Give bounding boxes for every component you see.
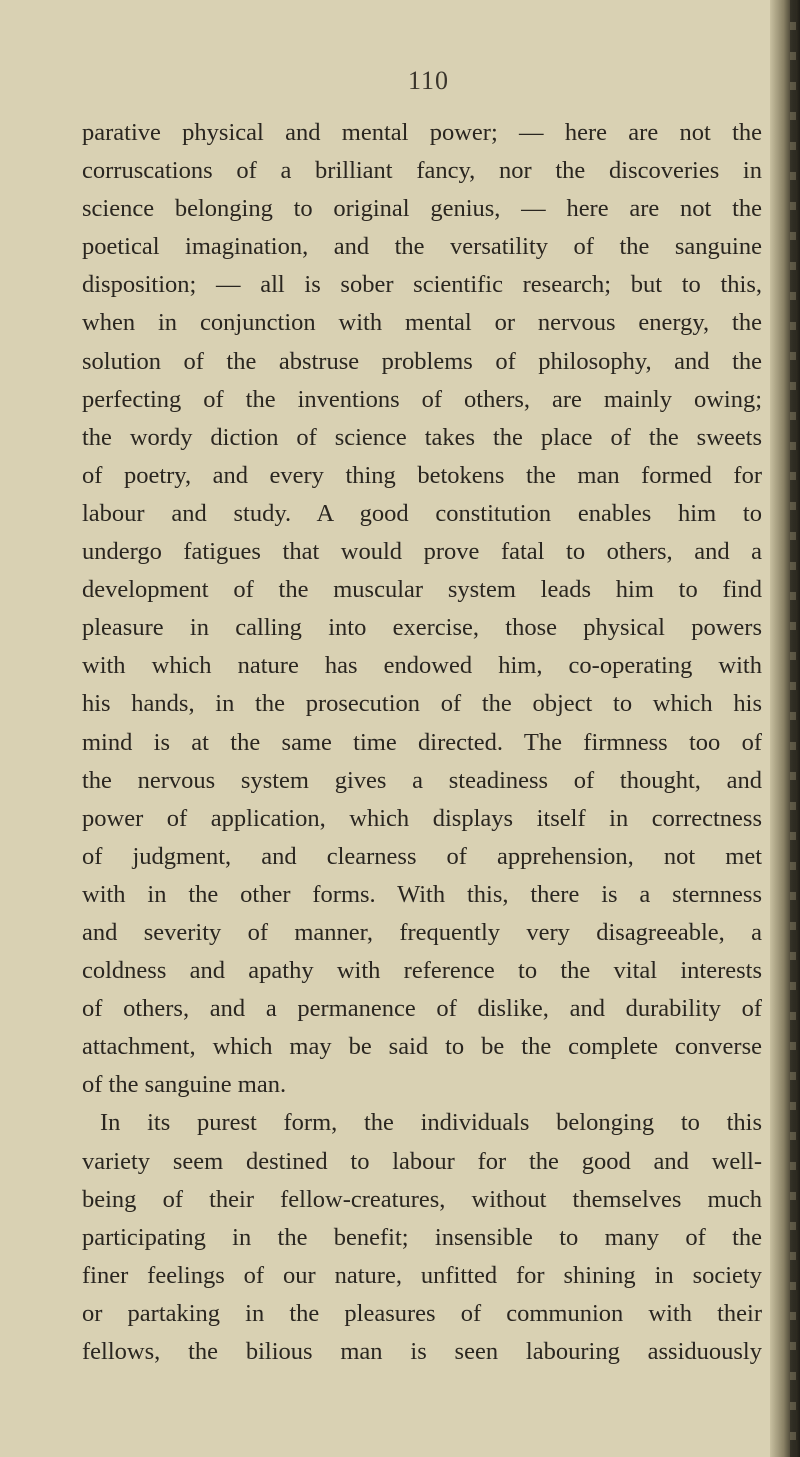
text-line: participating in the benefit; insensible to many of the [82,1223,762,1251]
text-line: with in the other forms. With this, there is a sternness [82,880,762,908]
text-line: variety seem destined to labour for the good and well- [82,1147,762,1175]
text-line: poetical imagination, and the versatility of the sanguine [82,233,762,261]
paragraph-end-line: of the sanguine man. [82,1071,287,1099]
text-line: mind is at the same time directed. The firmness too of [82,728,762,756]
text-line: the nervous system gives a steadiness of thought, and [82,766,762,794]
text-line: labour and study. A good constitution enables him to [82,499,762,527]
text-line: disposition; — all is sober scientific research; but to this, [82,271,762,299]
text-line: attachment, which may be said to be the complete converse [82,1033,762,1061]
text-line: fellows, the bilious man is seen labouring assiduously [82,1338,762,1365]
text-line: being of their fellow-creatures, without themselves much [82,1185,762,1213]
text-line: of others, and a permanence of dislike, and durability of [82,995,762,1023]
text-line: coldness and apathy with reference to the vital interests [82,957,762,985]
text-line: the wordy diction of science takes the place of the sweets [82,423,762,451]
body-text [82,114,762,1371]
text-line: corruscations of a brilliant fancy, nor the discoveries in [82,157,762,185]
text-line: development of the muscular system leads him to find [82,576,762,604]
text-line: power of application, which displays itself in correctness [82,804,762,832]
text-line: undergo fatigues that would prove fatal to others, and a [82,538,762,566]
text-line: pleasure in calling into exercise, those physical powers [82,614,762,642]
text-line: solution of the abstruse problems of philosophy, and the [82,347,762,375]
text-line: parative physical and mental power; — here are not the [82,119,762,146]
text-line: science belonging to original genius, — here are not the [82,195,762,223]
text-line: of judgment, and clearness of apprehension, not met [82,842,762,870]
page-number: 110 [408,66,450,95]
text-line: and severity of manner, frequently very disagreeable, a [82,918,762,946]
text-line: perfecting of the inventions of others, are mainly owing; [82,385,762,413]
text-line: of poetry, and every thing betokens the man formed for [82,461,762,489]
text-line: with which nature has endowed him, co-operating with [82,652,762,680]
text-line: his hands, in the prosecution of the object to which his [82,690,762,718]
binding-edge [790,0,796,1457]
text-line: finer feelings of our nature, unfitted for shining in society [82,1261,762,1289]
text-line: when in conjunction with mental or nervous energy, the [82,309,762,337]
text-line: or partaking in the pleasures of communion with their [82,1299,762,1327]
paragraph-start-line: In its purest form, the individuals belonging to this [100,1109,762,1137]
